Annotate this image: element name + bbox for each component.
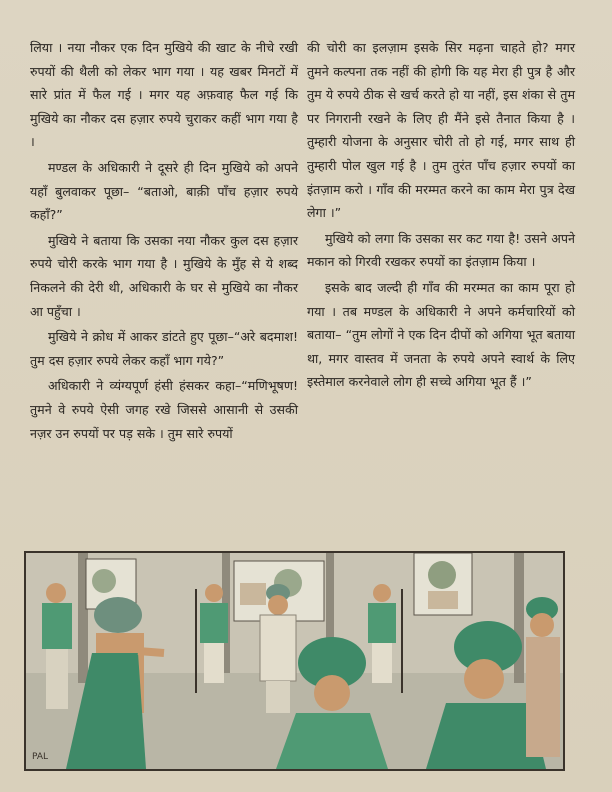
left-text-column: [30, 36, 298, 447]
left-paragraph-2: मण्डल के अधिकारी ने दूसरे ही दिन मुखिये को अपने यहाँ बुलवाकर पूछा– “बताओ, बाक़ी पाँच हज़ार रुपये कहाँ?”: [30, 159, 298, 223]
pillar: [514, 553, 524, 683]
left-paragraph-5: अधिकारी ने व्यंग्यपूर्ण हंसी हंसकर कहा–“मणिभूषण! तुमने वे रुपये ऐसी जगह रखे जिससे आसानी से उसकी नज़र उन रुपयों पर पड़ सके । तुम सारे रुपयों: [30, 378, 298, 441]
court-scene-drawing: [26, 553, 563, 769]
artist-signature: PAL: [32, 752, 49, 762]
right-paragraph-3: इसके बाद जल्दी ही गाँव की मरम्मत का काम पूरा हो गया । तब मण्डल के अधिकारी ने अपने कर्मचारियों को बताया– “तुम लोगों ने एक दिन दीपों को अगिया भूत बताया था, मगर वास्तव में जनता के रुपये अपने स्वार्थ के लिए इस्तेमाल करनेवाले लोग ही सच्चे अगिया भूत हैं ।”: [307, 279, 575, 390]
right-paragraph-2: मुखिये को लगा कि उसका सर कट गया है! उसने अपने मकान को गिरवी रखकर रुपयों का इंतज़ाम किया ।: [307, 230, 575, 270]
distant-house: [240, 583, 266, 605]
left-paragraph-4: मुखिये ने क्रोध में आकर डांटते हुए पूछा–“अरे बदमाश! तुम दस हज़ार रुपये लेकर कहाँ भाग गये?”: [30, 329, 298, 368]
tree: [428, 561, 456, 589]
right-text-column: [307, 36, 575, 396]
story-illustration: [24, 551, 565, 771]
tree: [92, 569, 116, 593]
right-paragraph-1: की चोरी का इलज़ाम इसके सिर मढ़ना चाहते हो? मगर तुमने कल्पना तक नहीं की होगी कि यह मेरा ही पुत्र है और तुम ये रुपये ठीक से खर्च करते हो या नहीं, इस शंका से तुम पर निगरानी रखने के लिए ही मैंने इसे तैनात किया है । तुम्हारी योजना के अनुसार चोरी तो हो गई, मगर साथ ही तुम्हारी पोल खुल गई है । तुम तुरंत पाँच हज़ार रुपयों का इंतज़ाम करो । गाँव की मरम्मत करने का काम मेरा पुत्र देख लेगा ।”: [307, 40, 575, 221]
left-paragraph-1: लिया । नया नौकर एक दिन मुखिये की खाट के नीचे रखी रुपयों की थैली को लेकर भाग गया । यह खबर मिनटों में सारे प्रांत में फैल गई । मगर यह अफ़वाह फैल गई कि मुखिये का नौकर दस हज़ार रुपये चुराकर कहीं भाग गया है ।: [30, 40, 298, 150]
left-paragraph-3: मुखिये ने बताया कि उसका नया नौकर कुल दस हज़ार रुपये चोरी करके भाग गया है । मुखिये के मुँह से ये शब्द निकलने की देरी थी, अधिकारी के घर से मुखिये का नौकर आ पहुँचा ।: [30, 232, 298, 319]
distant-house: [428, 591, 458, 609]
